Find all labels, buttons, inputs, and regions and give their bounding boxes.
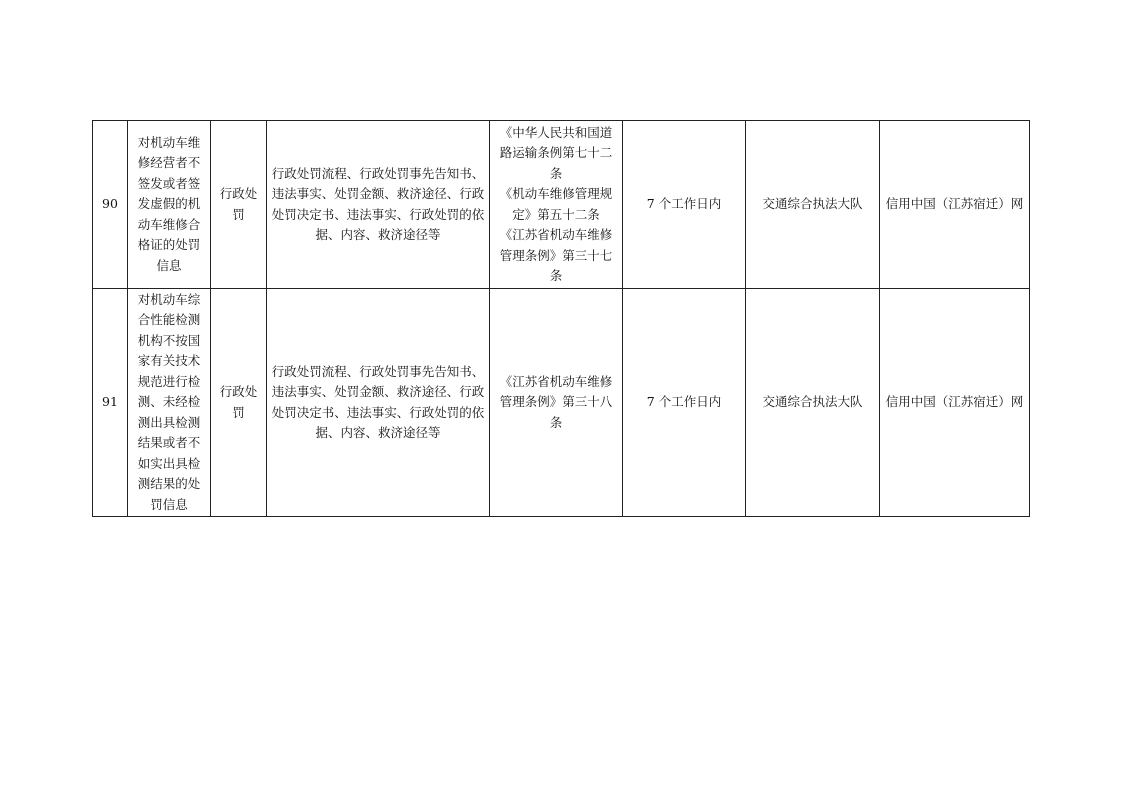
disclosure-content: 行政处罚流程、行政处罚事先告知书、违法事实、处罚金额、救济途径、行政处罚决定书、违法事实、行政处罚的依据、内容、救济途径等 bbox=[267, 289, 490, 517]
disclosure-content: 行政处罚流程、行政处罚事先告知书、违法事实、处罚金额、救济途径、行政处罚决定书、违法事实、行政处罚的依据、内容、救济途径等 bbox=[267, 121, 490, 289]
row-number: 90 bbox=[93, 121, 128, 289]
legal-basis: 《中华人民共和国道路运输条例第七十二条 《机动车维修管理规定》第五十二条 《江苏省机动车维修管理条例》第三十七条 bbox=[490, 121, 623, 289]
time-limit: 7 个工作日内 bbox=[623, 289, 746, 517]
item-name: 对机动车维修经营者不签发或者签发虚假的机动车维修合格证的处罚信息 bbox=[128, 121, 211, 289]
item-category: 行政处罚 bbox=[211, 121, 267, 289]
item-name: 对机动车综合性能检测机构不按国家有关技术规范进行检测、未经检测出具检测结果或者不如实出具检测结果的处罚信息 bbox=[128, 289, 211, 517]
table-row bbox=[93, 121, 1030, 289]
time-limit: 7 个工作日内 bbox=[623, 121, 746, 289]
disclosure-channel: 信用中国（江苏宿迁）网 bbox=[880, 289, 1030, 517]
table-row bbox=[93, 289, 1030, 517]
row-number: 91 bbox=[93, 289, 128, 517]
legal-basis: 《江苏省机动车维修管理条例》第三十八条 bbox=[490, 289, 623, 517]
item-category: 行政处罚 bbox=[211, 289, 267, 517]
responsible-department: 交通综合执法大队 bbox=[746, 289, 880, 517]
responsible-department: 交通综合执法大队 bbox=[746, 121, 880, 289]
disclosure-table bbox=[92, 120, 1030, 517]
disclosure-channel: 信用中国（江苏宿迁）网 bbox=[880, 121, 1030, 289]
